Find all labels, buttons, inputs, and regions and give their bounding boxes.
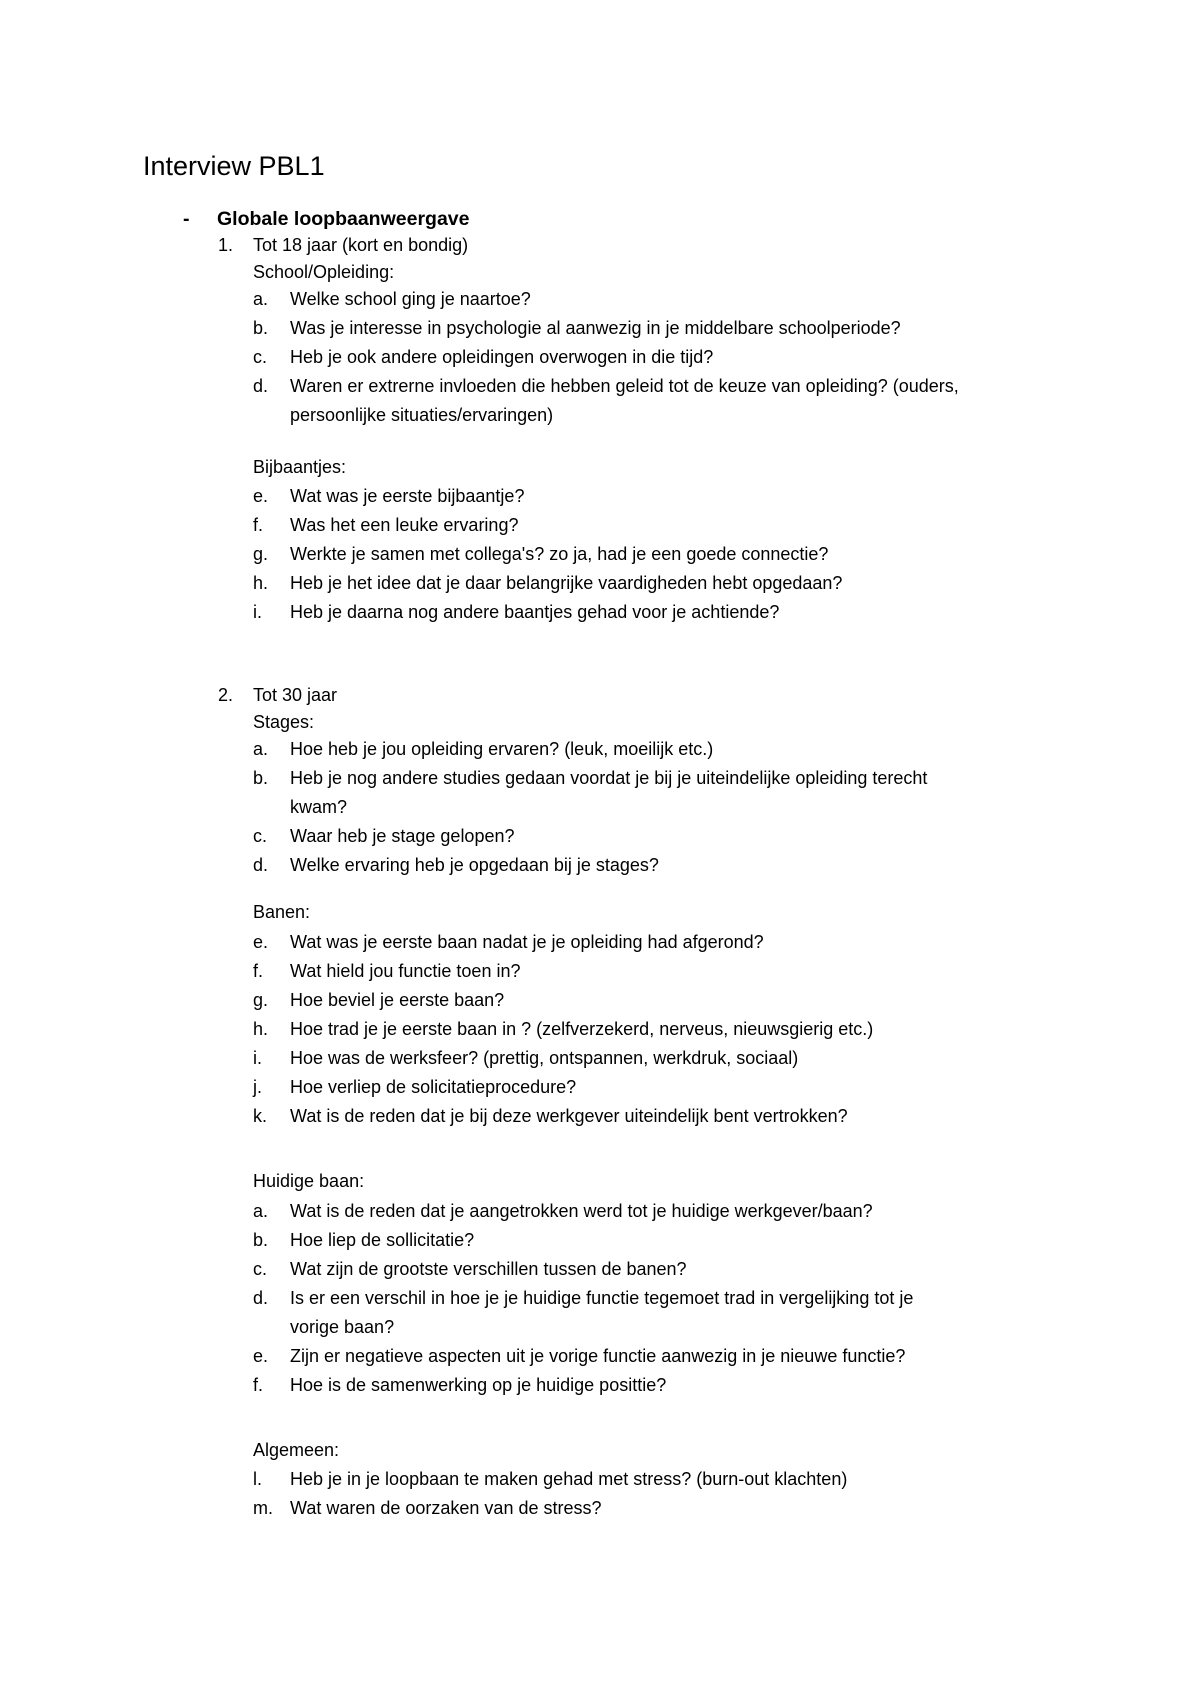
question-marker: b. [253, 1230, 269, 1250]
part-label: Tot 30 jaar [253, 685, 338, 705]
question-text: Hoe trad je je eerste baan in ? (zelfverzekerd, nerveus, nieuwsgierig etc.) [290, 1019, 874, 1039]
question-marker: a. [253, 289, 269, 309]
question-marker: j. [253, 1077, 262, 1097]
question-text: Wat was je eerste baan nadat je je opleiding had afgerond? [290, 932, 764, 952]
question-text: Hoe verliep de solicitatieprocedure? [290, 1077, 577, 1097]
question-text: Werkte je samen met collega's? zo ja, had je een goede connectie? [290, 544, 829, 564]
question-text: Hoe beviel je eerste baan? [290, 990, 505, 1010]
question-text: Welke school ging je naartoe? [290, 289, 531, 309]
question-text: Was je interesse in psychologie al aanwezig in je middelbare schoolperiode? [290, 318, 901, 338]
question-marker: e. [253, 1346, 269, 1366]
section-heading-text: Globale loopbaanweergave [217, 208, 470, 230]
question-text: Heb je in je loopbaan te maken gehad met stress? (burn-out klachten) [290, 1469, 848, 1489]
question-text: Heb je nog andere studies gedaan voordat je bij je uiteindelijke opleiding terecht [290, 768, 928, 788]
part-number: 2. [218, 685, 234, 705]
group-title: Banen: [253, 902, 311, 922]
question-text: persoonlijke situaties/ervaringen) [290, 405, 554, 425]
question-text: Waren er extrerne invloeden die hebben geleid tot de keuze van opleiding? (ouders, [290, 376, 959, 396]
question-marker: b. [253, 768, 269, 788]
question-text: Hoe heb je jou opleiding ervaren? (leuk, moeilijk etc.) [290, 739, 714, 759]
question-marker: c. [253, 826, 268, 846]
question-marker: d. [253, 376, 269, 396]
question-text: Heb je daarna nog andere baantjes gehad voor je achtiende? [290, 602, 780, 622]
part-number: 1. [218, 235, 234, 255]
question-marker: l. [253, 1469, 262, 1489]
question-text: Hoe was de werksfeer? (prettig, ontspannen, werkdruk, sociaal) [290, 1048, 799, 1068]
question-text: Welke ervaring heb je opgedaan bij je stages? [290, 855, 659, 875]
question-marker: g. [253, 990, 269, 1010]
question-marker: e. [253, 486, 269, 506]
question-marker: e. [253, 932, 269, 952]
question-text: Wat zijn de grootste verschillen tussen de banen? [290, 1259, 687, 1279]
document-title: Interview PBL1 [143, 151, 325, 181]
question-marker: c. [253, 1259, 268, 1279]
question-text: Hoe liep de sollicitatie? [290, 1230, 475, 1250]
question-text: Waar heb je stage gelopen? [290, 826, 515, 846]
question-text: Wat is de reden dat je bij deze werkgever uiteindelijk bent vertrokken? [290, 1106, 848, 1126]
question-marker: h. [253, 573, 269, 593]
question-marker: d. [253, 855, 269, 875]
question-text: kwam? [290, 797, 348, 817]
group-title: Algemeen: [253, 1440, 340, 1460]
question-text: Wat was je eerste bijbaantje? [290, 486, 525, 506]
question-marker: d. [253, 1288, 269, 1308]
question-marker: f. [253, 961, 264, 981]
question-text: Heb je het idee dat je daar belangrijke vaardigheden hebt opgedaan? [290, 573, 843, 593]
question-text: Wat waren de oorzaken van de stress? [290, 1498, 602, 1518]
question-text: Heb je ook andere opleidingen overwogen in die tijd? [290, 347, 714, 367]
question-text: vorige baan? [290, 1317, 395, 1337]
part-label: Tot 18 jaar (kort en bondig) [253, 235, 469, 255]
question-marker: h. [253, 1019, 269, 1039]
group-title: Bijbaantjes: [253, 457, 347, 477]
question-marker: g. [253, 544, 269, 564]
group-title: Stages: [253, 712, 315, 732]
question-text: Wat is de reden dat je aangetrokken werd tot je huidige werkgever/baan? [290, 1201, 873, 1221]
question-marker: k. [253, 1106, 268, 1126]
question-marker: i. [253, 1048, 262, 1068]
question-marker: a. [253, 1201, 269, 1221]
question-marker: f. [253, 515, 264, 535]
question-marker: m. [253, 1498, 273, 1518]
question-marker: f. [253, 1375, 264, 1395]
question-text: Zijn er negatieve aspecten uit je vorige functie aanwezig in je nieuwe functie? [290, 1346, 906, 1366]
question-text: Is er een verschil in hoe je je huidige functie tegemoet trad in vergelijking tot je [290, 1288, 914, 1308]
question-text: Was het een leuke ervaring? [290, 515, 519, 535]
question-marker: b. [253, 318, 269, 338]
question-marker: i. [253, 602, 262, 622]
section-bullet: - [183, 208, 190, 230]
question-marker: a. [253, 739, 269, 759]
group-title: School/Opleiding: [253, 262, 395, 282]
group-title: Huidige baan: [253, 1171, 365, 1191]
question-marker: c. [253, 347, 268, 367]
question-text: Hoe is de samenwerking op je huidige posittie? [290, 1375, 667, 1395]
question-text: Wat hield jou functie toen in? [290, 961, 521, 981]
